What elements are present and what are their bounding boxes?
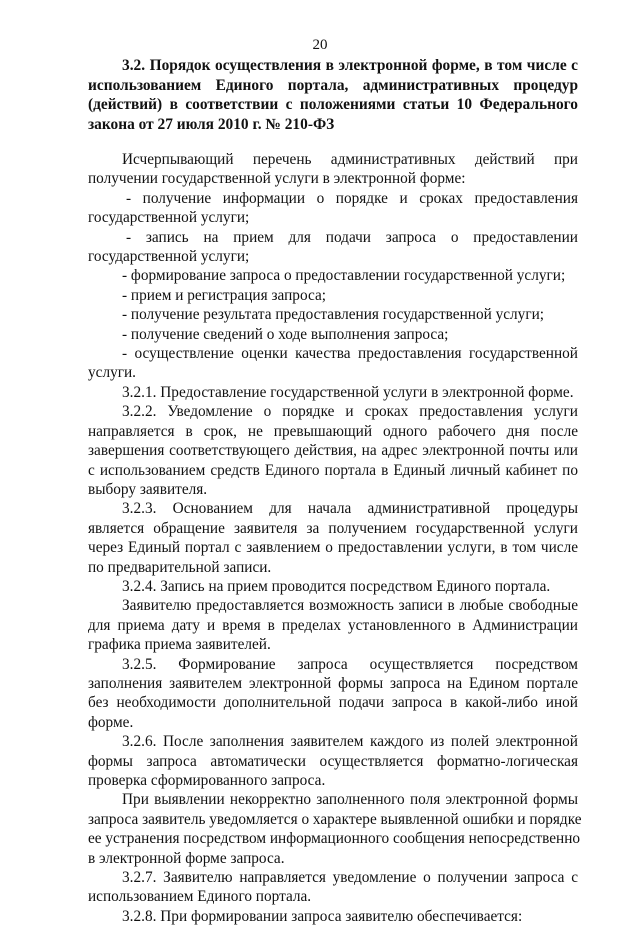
list-item: - прием и регистрация запроса; (122, 286, 326, 304)
text-line: форме. (88, 713, 134, 731)
list-item: - осуществление оценки качества предоставления государственной (122, 345, 578, 363)
text-line: получении государственной услуги в электронной форме: (88, 170, 466, 188)
paragraph-line: При выявлении некорректно заполненного поля электронной формы (122, 791, 578, 809)
section-body (88, 150, 582, 926)
text-line: для приема дату и время в пределах установленного в Администрации (88, 616, 578, 634)
paragraph-line: 3.2.2. Уведомление о порядке и сроках предоставления услуги (122, 403, 578, 421)
text-line: формы запроса автоматически осуществляется форматно-логическая (88, 752, 578, 770)
text-line: ее устранения посредством информационного сообщения непосредственно (88, 830, 581, 848)
paragraph-line: 3.2.8. При формировании запроса заявителю обеспечивается: (122, 907, 523, 925)
text-line: выбору заявителя. (88, 480, 208, 498)
text-line: завершения соответствующего действия, на адрес электронной почты или (88, 442, 578, 460)
heading-line: (действий) в соответствии с положениями статьи 10 Федерального (88, 96, 578, 113)
text-line: использованием Единого портала. (88, 888, 312, 906)
list-item: - формирование запроса о предоставлении государственной услуги; (122, 267, 566, 285)
text-line: запроса заявитель уведомляется о характере выявленной ошибки и порядке (88, 810, 582, 828)
paragraph-line: Заявителю предоставляется возможность записи в любые свободные (122, 597, 578, 615)
text-line: через Единый портал с заявлением о предоставлении услуги, в том числе (88, 539, 578, 557)
text-line: государственной услуги; (88, 248, 250, 266)
page-number: 20 (312, 37, 328, 53)
text-line: направляется в срок, не превышающий одного рабочего дня после (88, 422, 578, 440)
text-line: заполнения заявителем электронной формы запроса на Едином портале (88, 674, 578, 692)
list-item: - получение информации о порядке и сроках предоставления (126, 189, 578, 207)
paragraph-line: 3.2.5. Формирование запроса осуществляется посредством (122, 655, 578, 673)
list-item: - получение результата предоставления государственной услуги; (122, 306, 545, 324)
heading-line: использованием Единого портала, административных процедур (88, 76, 578, 94)
text-line: государственной услуги; (88, 209, 250, 227)
heading-line: закона от 27 июля 2010 г. № 210-ФЗ (88, 115, 335, 133)
text-line: по предварительной записи. (88, 558, 272, 576)
text-line: графика приема заявителей. (88, 636, 271, 654)
paragraph-line: 3.2.3. Основанием для начала административной процедуры (122, 500, 578, 518)
section-heading (88, 56, 578, 134)
text-line: является обращение заявителя за получением государственной услуги (88, 519, 578, 537)
heading-line: 3.2. Порядок осуществления в электронной форме, в том числе с (122, 57, 578, 74)
list-item: - получение сведений о ходе выполнения запроса; (122, 325, 449, 343)
text-line: Исчерпывающий перечень административных действий при (122, 151, 578, 168)
text-line: в электронной форме запроса. (88, 849, 285, 867)
paragraph-line: 3.2.7. Заявителю направляется уведомление о получении запроса с (122, 869, 578, 887)
paragraph-line: 3.2.6. После заполнения заявителем каждого из полей электронной (122, 733, 578, 751)
paragraph-line: 3.2.4. Запись на прием проводится посредством Единого портала. (122, 577, 551, 595)
list-item: - запись на прием для подачи запроса о предоставлении (126, 228, 578, 246)
text-line: без необходимости дополнительной подачи запроса в какой-либо иной (88, 694, 578, 712)
text-line: с использованием средств Единого портала в Единый личный кабинет по (88, 461, 578, 479)
text-line: услуги. (88, 364, 137, 382)
text-line: проверка сформированного запроса. (88, 772, 326, 789)
paragraph-line: 3.2.1. Предоставление государственной услуги в электронной форме. (122, 383, 574, 401)
